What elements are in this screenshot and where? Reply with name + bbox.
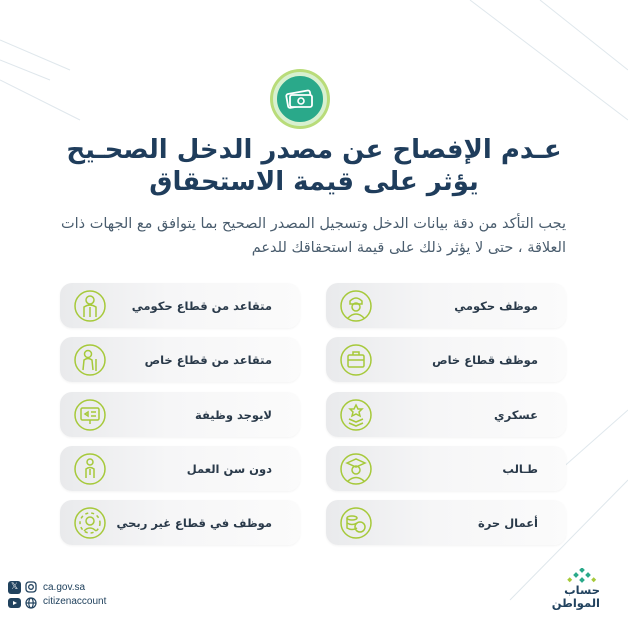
card-label: عسكري <box>494 407 538 422</box>
card-label: أعمال حرة <box>477 515 538 530</box>
card-label: متقاعد من قطاع خاص <box>144 352 272 367</box>
card-label: لايوجد وظيفة <box>195 407 272 422</box>
card-government-employee <box>326 283 566 328</box>
coins-icon <box>336 503 375 542</box>
card-military <box>326 392 566 437</box>
x-icon[interactable]: 𝕏 <box>8 581 21 594</box>
title-line-2: يؤثر على قيمة الاستحقاق <box>149 167 479 197</box>
card-label: طـالب <box>502 461 538 476</box>
government-retiree-icon <box>70 286 109 325</box>
card-label: موظف حكومي <box>454 298 538 313</box>
web-globe-icon[interactable] <box>24 597 37 610</box>
social-links <box>8 578 106 612</box>
website-link[interactable]: ca.gov.sa <box>43 582 86 593</box>
handles-text <box>43 581 106 609</box>
card-freelance <box>326 500 566 545</box>
brand-line-1: حساب <box>564 583 600 597</box>
card-private-retiree <box>60 337 300 382</box>
title-line-1: عـدم الإفصاح عن مصدر الدخل الصحـيح <box>66 135 562 165</box>
megaphone-icon <box>70 395 109 434</box>
military-rank-icon <box>336 395 375 434</box>
logo-wordmark <box>552 584 600 610</box>
card-underage <box>60 446 300 491</box>
card-label: متقاعد من قطاع حكومي <box>131 298 272 313</box>
intro-text: يجب التأكد من دقة بيانات الدخل وتسجيل المصدر الصحيح بما يتوافق مع الجهات ذات العلاقة ، حتى لا يؤثر ذلك على قيمة استحقاقك للدعم <box>60 216 566 256</box>
card-label: دون سن العمل <box>186 461 272 476</box>
card-no-job <box>60 392 300 437</box>
card-label: موظف قطاع خاص <box>432 352 538 367</box>
briefcase-icon <box>336 340 375 379</box>
page-title <box>0 134 628 198</box>
social-icons <box>8 581 37 610</box>
instagram-icon[interactable] <box>24 581 37 594</box>
card-student <box>326 446 566 491</box>
non-profit-icon <box>70 503 109 542</box>
student-icon <box>336 449 375 488</box>
citizen-account-logo <box>544 568 600 614</box>
social-handle[interactable]: citizenaccount <box>43 596 107 607</box>
brand-line-2: المواطن <box>551 596 600 610</box>
card-private-employee <box>326 337 566 382</box>
government-employee-icon <box>336 286 375 325</box>
private-retiree-icon <box>70 340 109 379</box>
card-government-retiree <box>60 283 300 328</box>
money-icon <box>273 72 327 126</box>
card-label: موظف في قطاع غير ربحي <box>116 515 272 530</box>
underage-icon <box>70 449 109 488</box>
youtube-icon[interactable] <box>8 597 21 610</box>
card-non-profit <box>60 500 300 545</box>
